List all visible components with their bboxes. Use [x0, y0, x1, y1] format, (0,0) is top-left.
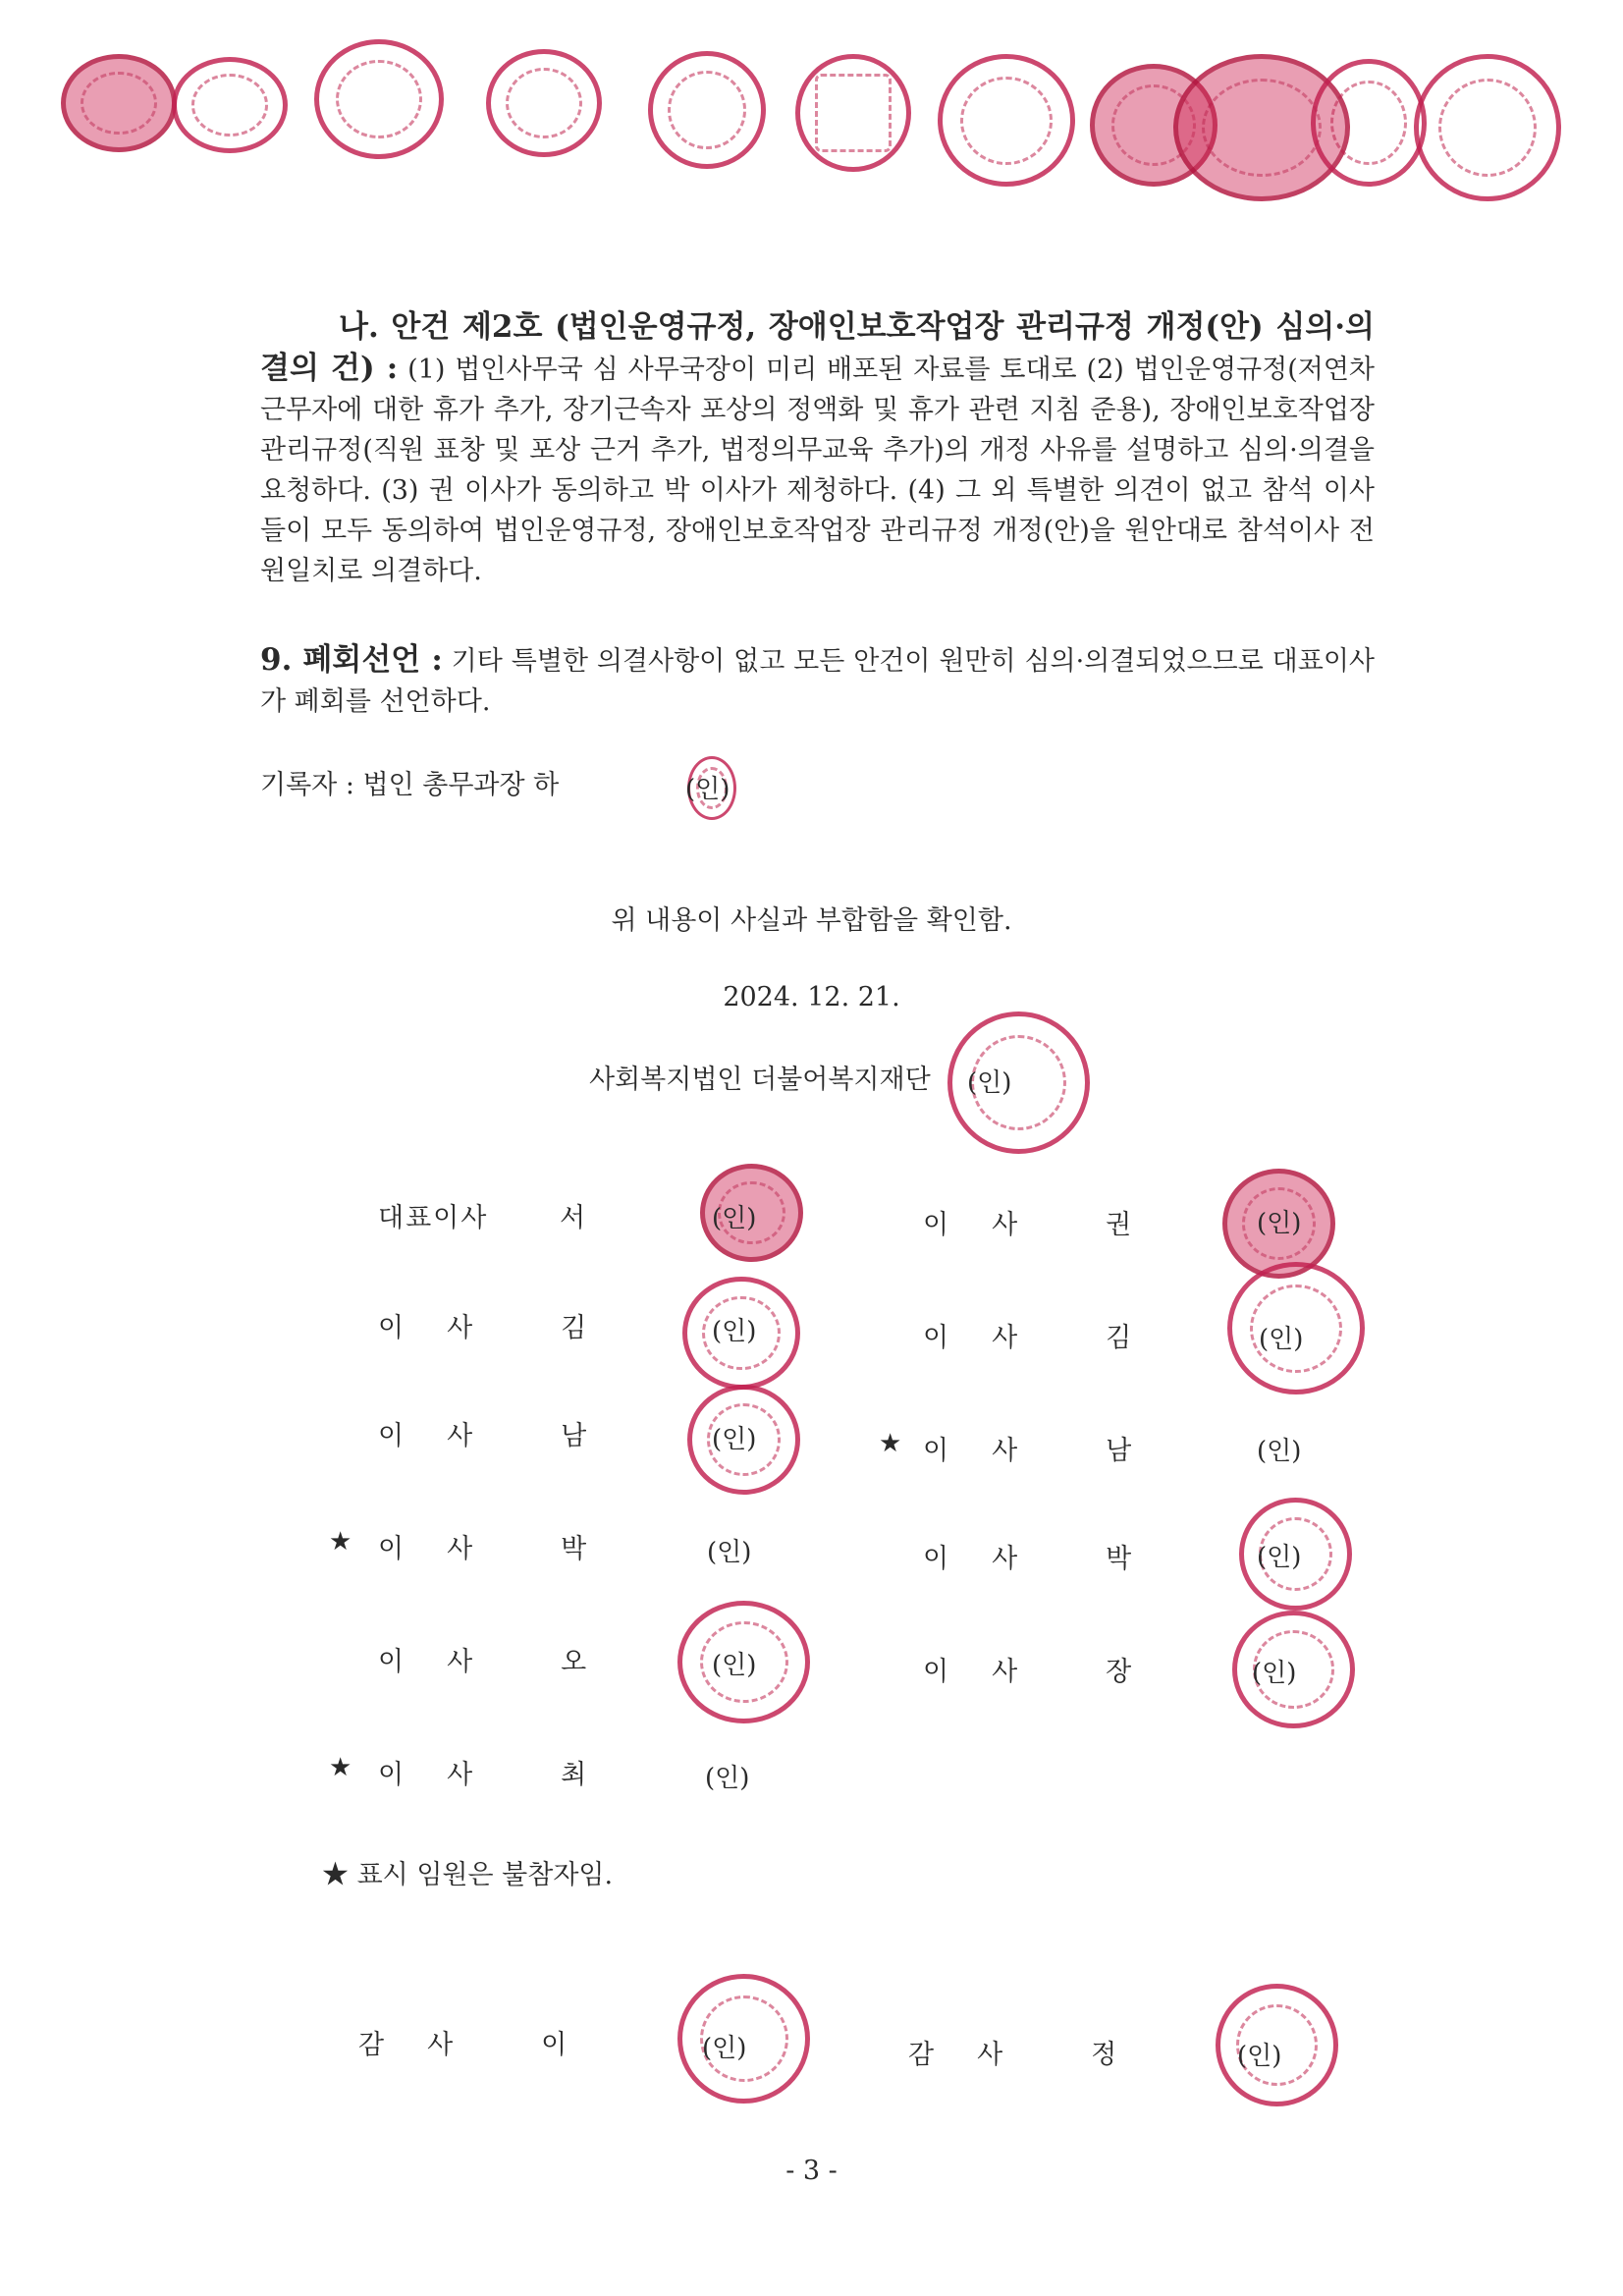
recorder-label: 기록자 : 법인 총무과장 하 [260, 770, 560, 800]
signatory-row [378, 1196, 585, 1234]
seal-stamp [1414, 54, 1561, 201]
signatory-name: 장 [1106, 1657, 1132, 1687]
signatory-role: 대표이사 [378, 1203, 489, 1233]
absence-star: ★ [329, 1753, 352, 1782]
signatory-name: 남 [1106, 1436, 1132, 1466]
signatory-role: 이사 [378, 1534, 516, 1564]
signatory-name: 서 [560, 1203, 586, 1233]
signatory-row [378, 1527, 586, 1565]
seal-stamp [314, 39, 444, 159]
signatory-role: 이사 [378, 1313, 516, 1343]
seal-stamp [648, 51, 766, 169]
signatory-name: 김 [561, 1313, 587, 1343]
signatory-role: 이사 [378, 1760, 516, 1790]
page-number: - 3 - [785, 2156, 838, 2186]
signatory-role: 이사 [378, 1421, 516, 1451]
org-seal: (인) [967, 1068, 1012, 1098]
absence-star: ★ [879, 1429, 902, 1458]
signatory-row [923, 1650, 1131, 1688]
signatory-seal: (인) [705, 1764, 750, 1793]
signatory-name: 오 [561, 1647, 587, 1677]
recorder-line [260, 766, 559, 805]
signatory-seal: (인) [712, 1425, 757, 1454]
signatory-seal: (인) [712, 1317, 757, 1346]
agenda-item-body: (1) 법인사무국 심 사무국장이 미리 배포된 자료를 토대로 (2) 법인운영규정(저연차 근무자에 대한 휴가 추가, 장기근속자 포상의 정액화 및 휴가 관련 지침 준용), 장애인보호작업장 관리규정(직원 표창 및 포상 근거 추가, 법정의무교육 추가)의 개정 사유를 설명하고 심의·의결을 요청하다. (3) 권 이사가 동의하고 박 이사가 제청하다. (4) 그 외 특별한 의견이 없고 참석 이사들이 모두 동의하여 법인운영규정, 장애인보호작업장 관리규정 개정(안)을 원안대로 참석이사 전원일치로 의결하다. [260, 355, 1375, 586]
seal-stamp [1311, 59, 1427, 187]
signatory-role: 이사 [923, 1657, 1061, 1687]
signatory-seal: (인) [1252, 1659, 1297, 1688]
recorder-seal: (인) [685, 775, 730, 804]
signatory-name: 박 [561, 1534, 587, 1564]
closing-body: 기타 특별한 의결사항이 없고 모든 안건이 원만히 심의·의결되었으므로 대표이사가 폐회를 선언하다. [260, 646, 1375, 717]
auditor-role: 감사 [358, 2030, 497, 2060]
auditor-row [358, 2023, 567, 2061]
auditor-row [908, 2033, 1116, 2071]
signatory-role: 이사 [923, 1323, 1061, 1353]
signatory-row [378, 1753, 586, 1791]
signatory-row [378, 1306, 586, 1344]
confirmation-date: 2024. 12. 21. [723, 982, 900, 1012]
auditor-seal: (인) [1237, 2042, 1282, 2071]
seal-stamp [486, 49, 602, 157]
signatory-name: 권 [1106, 1210, 1132, 1240]
org-line [589, 1061, 931, 1100]
seal-stamp [172, 57, 288, 153]
signatory-seal: (인) [1257, 1437, 1302, 1466]
signatory-row [923, 1429, 1131, 1467]
signatory-role: 이사 [923, 1210, 1061, 1240]
signatory-seal: (인) [1259, 1325, 1304, 1354]
signatory-name: 최 [561, 1760, 587, 1790]
signatory-name: 박 [1106, 1544, 1132, 1574]
signatory-role: 이사 [923, 1436, 1061, 1466]
auditor-role: 감사 [908, 2040, 1047, 2070]
seal-stamp [61, 54, 177, 152]
signatory-seal: (인) [707, 1538, 752, 1567]
confirmation-statement: 위 내용이 사실과 부합함을 확인함. [611, 905, 1012, 936]
signatory-row [378, 1414, 586, 1452]
signatory-row [923, 1316, 1131, 1354]
agenda-item-heading: 나. 안건 제2호 (법인운영규정, 장애인보호작업장 관리규정 개정(안) 심의·의결의 건) : [260, 309, 1375, 386]
signatory-role: 이사 [923, 1544, 1061, 1574]
signatory-seal: (인) [712, 1651, 757, 1680]
closing-paragraph [260, 640, 1375, 722]
seal-stamp [795, 54, 911, 172]
signatory-seal: (인) [712, 1204, 757, 1233]
footnote: ★ 표시 임원은 불참자임. [322, 1860, 614, 1890]
signatory-row [923, 1537, 1131, 1575]
signatory-name: 김 [1106, 1323, 1132, 1353]
auditor-name: 이 [541, 2030, 568, 2060]
signatory-seal: (인) [1257, 1543, 1302, 1572]
org-name: 사회복지법인 더불어복지재단 [589, 1065, 931, 1095]
seal-stamp [938, 54, 1075, 187]
absence-star: ★ [329, 1527, 352, 1557]
agenda-item-paragraph [260, 307, 1375, 591]
signatory-name: 남 [561, 1421, 587, 1451]
auditor-seal: (인) [702, 2034, 747, 2063]
signatory-row [923, 1203, 1131, 1241]
signatory-seal: (인) [1257, 1209, 1302, 1238]
closing-heading: 9. 폐회선언 : [260, 642, 443, 678]
auditor-name: 정 [1091, 2040, 1117, 2070]
signatory-role: 이사 [378, 1647, 516, 1677]
signatory-row [378, 1640, 586, 1678]
